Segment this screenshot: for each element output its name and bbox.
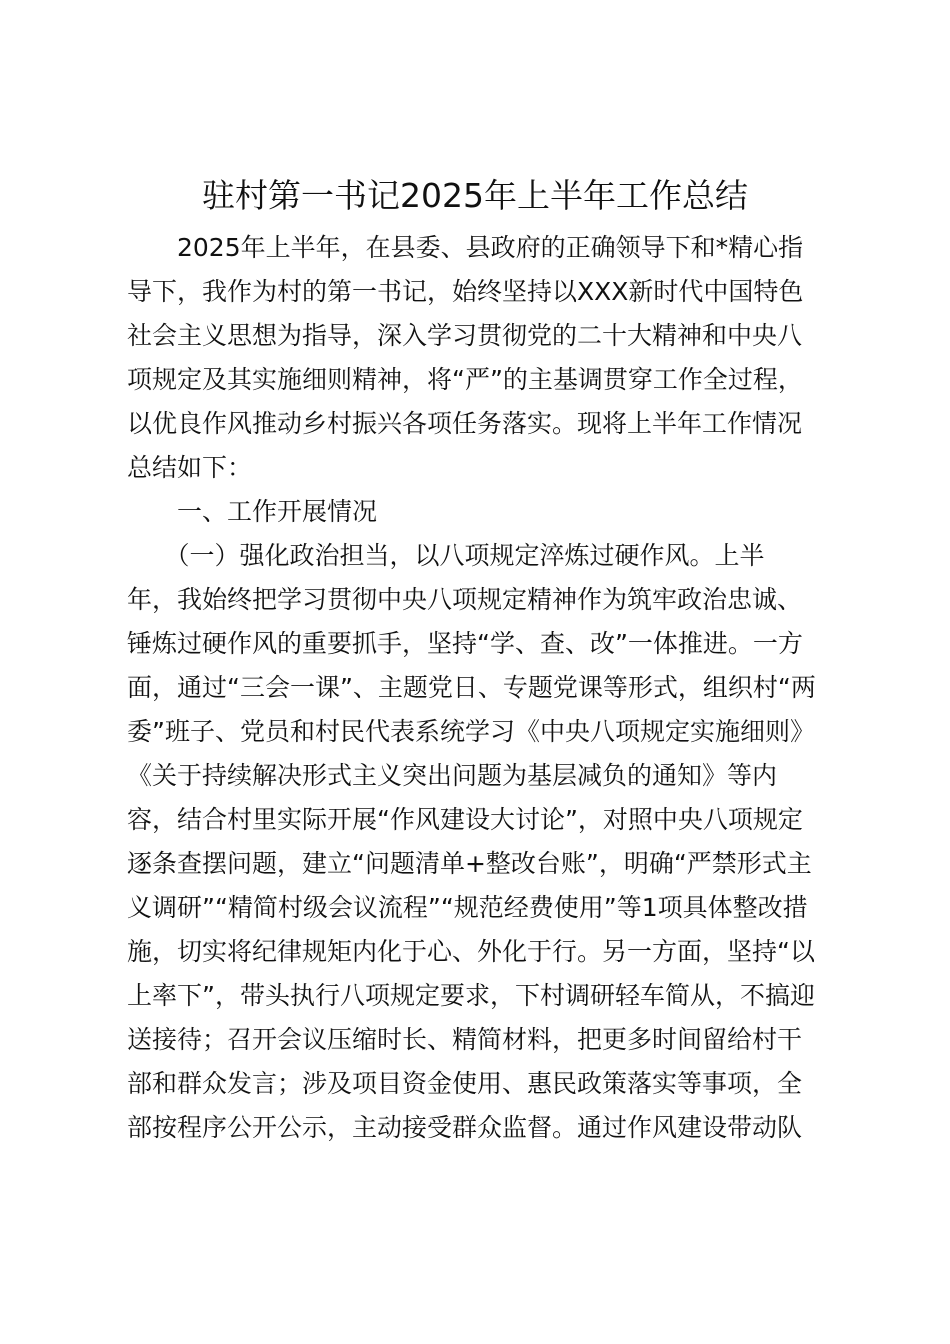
section-heading: 一、工作开展情况 bbox=[127, 497, 378, 526]
body-line: 委”班子、党员和村民代表系统学习《中央八项规定实施细则》 bbox=[127, 717, 815, 746]
body-line: 导下，我作为村的第一书记，始终坚持以XXX新时代中国特色 bbox=[127, 277, 804, 306]
body-line: 容，结合村里实际开展“作风建设大讨论”，对照中央八项规定 bbox=[127, 805, 803, 834]
body-line: 施，切实将纪律规矩内化于心、外化于行。另一方面，坚持“以 bbox=[127, 937, 815, 966]
body-line: 面，通过“三会一课”、主题党日、专题党课等形式，组织村“两 bbox=[127, 673, 816, 702]
body-line: 《关于持续解决形式主义突出问题为基层减负的通知》等内 bbox=[127, 761, 778, 790]
body-line: 部和群众发言；涉及项目资金使用、惠民政策落实等事项，全 bbox=[127, 1069, 803, 1098]
body-line: 上率下”，带头执行八项规定要求，下村调研轻车简从，不搞迎 bbox=[127, 981, 815, 1010]
body-line: 锤炼过硬作风的重要抓手，坚持“学、查、改”一体推进。一方 bbox=[127, 629, 803, 658]
body-line: 以优良作风推动乡村振兴各项任务落实。现将上半年工作情况 bbox=[127, 409, 803, 438]
body-line: 逐条查摆问题，建立“问题清单+整改台账”，明确“严禁形式主 bbox=[127, 849, 812, 878]
body-line: 送接待；召开会议压缩时长、精简材料，把更多时间留给村干 bbox=[127, 1025, 803, 1054]
body-line: 总结如下： bbox=[127, 453, 253, 482]
document-title: 驻村第一书记2025年上半年工作总结 bbox=[202, 176, 748, 215]
body-line: 项规定及其实施细则精神，将“严”的主基调贯穿工作全过程， bbox=[127, 365, 803, 394]
body-line: 部按程序公开公示，主动接受群众监督。通过作风建设带动队 bbox=[127, 1113, 803, 1142]
body-line: 社会主义思想为指导，深入学习贯彻党的二十大精神和中央八 bbox=[127, 321, 803, 350]
body-line: 年，我始终把学习贯彻中央八项规定精神作为筑牢政治忠诚、 bbox=[127, 585, 803, 614]
subsection-heading: （一）强化政治担当，以八项规定淬炼过硬作风。上半 bbox=[127, 541, 765, 570]
body-line: 2025年上半年，在县委、县政府的正确领导下和*精心指 bbox=[127, 233, 804, 262]
body-line: 义调研”“精简村级会议流程”“规范经费使用”等1项具体整改措 bbox=[127, 893, 808, 922]
